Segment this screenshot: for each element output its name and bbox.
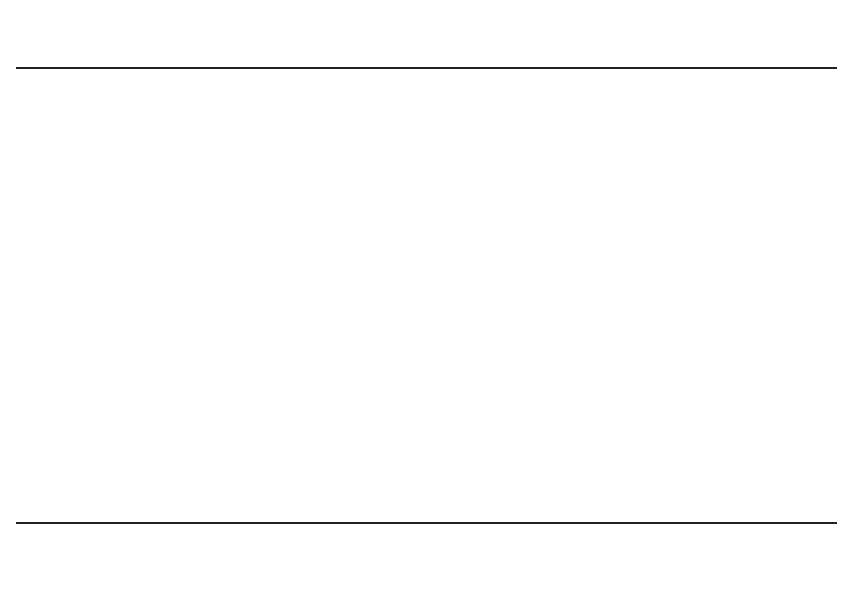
top-divider — [16, 67, 837, 69]
bottom-divider — [16, 522, 837, 524]
